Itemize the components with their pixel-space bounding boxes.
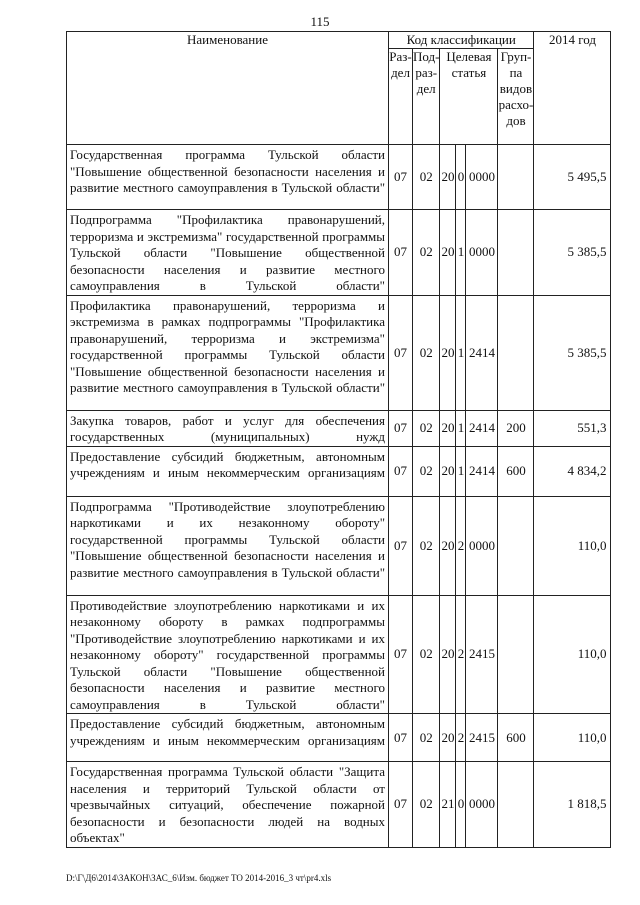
row-subsection: 02 — [413, 145, 440, 210]
table-row — [67, 595, 611, 714]
row-name: Закупка товаров, работ и услуг для обеспечения государственных (муниципальных) нужд — [67, 410, 389, 446]
row-target-direction: 2415 — [466, 714, 498, 762]
row-target-subprogram: 1 — [456, 446, 466, 496]
row-section: 07 — [389, 714, 413, 762]
row-expense-group: 600 — [498, 714, 534, 762]
budget-table — [66, 31, 611, 848]
row-name: Государственная программа Тульской области "Защита населения и территорий Тульской области от чрезвычайных ситуаций, обеспечение пожарной безопасности и безопасности людей на водных объектах" — [67, 762, 389, 848]
row-subsection: 02 — [413, 714, 440, 762]
row-amount: 110,0 — [534, 496, 611, 595]
row-name: Подпрограмма "Профилактика правонарушений, терроризма и экстремизма" государственной программы Тульской области "Повышение общественной безопасности населения и развитие местного самоуправления в Тульской области" — [67, 210, 389, 296]
header-year: 2014 год — [534, 32, 611, 145]
row-subsection: 02 — [413, 410, 440, 446]
row-amount: 5 385,5 — [534, 295, 611, 410]
row-target-program: 20 — [440, 446, 456, 496]
row-target-direction: 0000 — [466, 145, 498, 210]
row-name: Предоставление субсидий бюджетным, автономным учреждениям и иным некоммерческим организациям — [67, 714, 389, 762]
row-subsection: 02 — [413, 295, 440, 410]
table-row — [67, 210, 611, 296]
header-classification: Код классификации — [389, 32, 534, 49]
row-target-subprogram: 1 — [456, 295, 466, 410]
row-expense-group — [498, 496, 534, 595]
row-target-subprogram: 1 — [456, 410, 466, 446]
row-amount: 551,3 — [534, 410, 611, 446]
row-section: 07 — [389, 410, 413, 446]
row-target-direction: 2414 — [466, 446, 498, 496]
header-section: Раз- дел — [389, 49, 413, 145]
row-target-subprogram: 0 — [456, 145, 466, 210]
row-name: Предоставление субсидий бюджетным, автономным учреждениям и иным некоммерческим организациям — [67, 446, 389, 496]
row-subsection: 02 — [413, 496, 440, 595]
row-subsection: 02 — [413, 446, 440, 496]
table-row — [67, 762, 611, 848]
row-target-direction: 0000 — [466, 762, 498, 848]
table-row — [67, 446, 611, 496]
table-row — [67, 496, 611, 595]
row-expense-group — [498, 145, 534, 210]
row-subsection: 02 — [413, 595, 440, 714]
row-target-subprogram: 2 — [456, 595, 466, 714]
row-section: 07 — [389, 762, 413, 848]
row-target-direction: 2414 — [466, 295, 498, 410]
row-amount: 110,0 — [534, 595, 611, 714]
header-subsection: Под- раз- дел — [413, 49, 440, 145]
row-target-program: 21 — [440, 762, 456, 848]
row-section: 07 — [389, 145, 413, 210]
row-expense-group — [498, 295, 534, 410]
row-target-program: 20 — [440, 496, 456, 595]
page-number: 115 — [310, 14, 330, 29]
row-target-program: 20 — [440, 295, 456, 410]
row-subsection: 02 — [413, 762, 440, 848]
row-amount: 4 834,2 — [534, 446, 611, 496]
row-name: Профилактика правонарушений, терроризма и экстремизма в рамках подпрограммы "Профилактика правонарушений, терроризма и экстремизма" государственной программы Тульской области "Повышение общественной безопасности населения и развитие местного самоуправления в Тульской области" — [67, 295, 389, 410]
row-amount: 5 495,5 — [534, 145, 611, 210]
row-name: Государственная программа Тульской области "Повышение общественной безопасности населения и развитие местного самоуправления в Тульской области" — [67, 145, 389, 210]
row-target-program: 20 — [440, 714, 456, 762]
row-amount: 1 818,5 — [534, 762, 611, 848]
row-expense-group — [498, 762, 534, 848]
row-target-program: 20 — [440, 210, 456, 296]
header-target: Целевая статья — [440, 49, 498, 145]
table-row — [67, 714, 611, 762]
row-target-subprogram: 2 — [456, 496, 466, 595]
row-section: 07 — [389, 595, 413, 714]
row-target-direction: 2414 — [466, 410, 498, 446]
table-row — [67, 295, 611, 410]
row-section: 07 — [389, 295, 413, 410]
row-target-program: 20 — [440, 595, 456, 714]
row-name: Подпрограмма "Противодействие злоупотреблению наркотиками и их незаконному обороту" государственной программы Тульской области "Повышение общественной безопасности населения и развитие местного самоуправления в Тульской области" — [67, 496, 389, 595]
row-expense-group: 600 — [498, 446, 534, 496]
row-target-program: 20 — [440, 145, 456, 210]
row-target-direction: 0000 — [466, 496, 498, 595]
row-target-program: 20 — [440, 410, 456, 446]
row-expense-group — [498, 210, 534, 296]
row-amount: 110,0 — [534, 714, 611, 762]
row-expense-group — [498, 595, 534, 714]
row-amount: 5 385,5 — [534, 210, 611, 296]
row-target-direction: 2415 — [466, 595, 498, 714]
header-group: Груп- па видов расхо- дов — [498, 49, 534, 145]
row-subsection: 02 — [413, 210, 440, 296]
row-section: 07 — [389, 210, 413, 296]
row-name: Противодействие злоупотреблению наркотиками и их незаконному обороту в рамках подпрограммы "Противодействие злоупотреблению наркотиками и их незаконному обороту" государственной программы Тульской области "Повышение общественной безопасности населения и развитие местного самоуправления в Тульской области" — [67, 595, 389, 714]
row-target-subprogram: 2 — [456, 714, 466, 762]
table-row — [67, 410, 611, 446]
header-name: Наименование — [67, 32, 389, 145]
file-path-footer: D:\Г\Д6\2014\ЗАКОН\ЗАС_6\Изм. бюджет ТО 2014-2016_3 чт\pr4.xls — [66, 873, 332, 883]
row-target-subprogram: 0 — [456, 762, 466, 848]
row-section: 07 — [389, 496, 413, 595]
row-target-subprogram: 1 — [456, 210, 466, 296]
row-expense-group: 200 — [498, 410, 534, 446]
table-row — [67, 145, 611, 210]
row-target-direction: 0000 — [466, 210, 498, 296]
row-section: 07 — [389, 446, 413, 496]
